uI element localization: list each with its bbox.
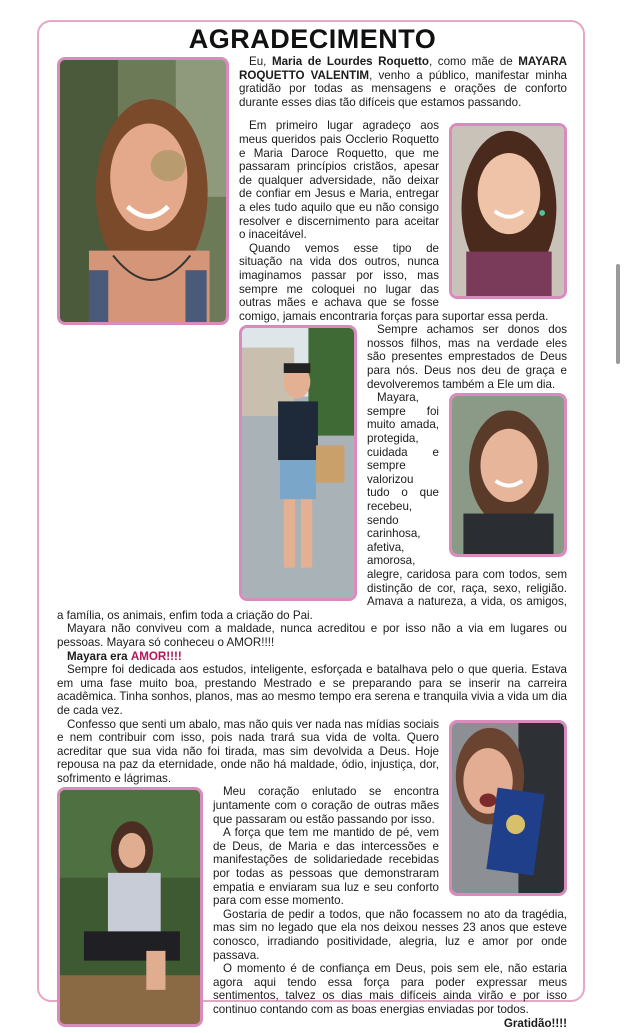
article-title: AGRADECIMENTO	[188, 24, 437, 54]
paragraph-studies: Sempre foi dedicada aos estudos, inteligente, esforçada e batalhava pelo o que queria. Estava em uma fase muito boa, prestando Mestrado e se preparando para se inserir na carreira acadêmica. Tinha sonhos, planos, mas ao mesmo tempo era serena e tranquila vivia a vida um dia de cada vez.	[57, 663, 567, 717]
daughter-name: MAYARA ROQUETTO VALENTIM	[239, 55, 567, 82]
paragraph-loved: Mayara, sempre foi muito amada, protegida, cuidada e sempre valorizou tudo o que recebeu, sendo carinhosa, afetiva, amorosa, alegre, caridosa para com todos, sem distinção de cor, raça, sexo, religião. Amava a natureza, a vida, os amigos, a família, os animais, enfim toda a criação do Pai.	[57, 391, 567, 622]
signature: Gratidão!!!!	[503, 1016, 567, 1030]
paragraph-parents: Em primeiro lugar agradeço aos meus queridos pais Occlerio Roquetto e Maria Daroce Roquetto, que me passaram princípios cristãos, apesar de qualquer adversidade, não deixar de confiar em Jesus e Maria, entregar a eles tudo aquilo que eu não consigo resolver e discernimento para aceitar o inaceitável.	[239, 119, 439, 242]
paragraph-heart: Meu coração enlutado se encontra juntamente com o coração de outras mães que passaram ou estão passando por isso.	[213, 785, 439, 826]
paragraph-situation: Quando vemos esse tipo de situação na vida dos outros, nunca imaginamos passar por isso, mas sempre me coloquei no lugar das outras mães e achava que se fosse comigo, jamais encontraria forças para suportar essa perda.	[239, 241, 549, 323]
paragraph-trust: O momento é de confiança em Deus, pois sem ele, não estaria agora aqui tendo essa força para poder expressar meus sentimentos, talvez os dias mais difíceis ainda virão e por isso continuo contando com as boas energias enviadas por todos.	[213, 962, 567, 1016]
paragraph-request: Gostaria de pedir a todos, que não focassem no ato da tragédia, mas sim no legado que ela nos deixou nesses 23 anos que esteve conosco, irradiando positividade, alegria, luz e amor por onde passava.	[213, 907, 567, 962]
paragraph-was-love: Mayara era AMOR!!!!	[67, 649, 182, 663]
intro-text-3: , venho a público, manifestar minha gratidão por todas as mensagens e orações de conforto durante esses dias tão difíceis que estamos passando.	[239, 68, 567, 109]
photo-work-card	[449, 720, 567, 896]
article-body	[57, 55, 567, 1033]
photo-smile-close	[449, 123, 567, 299]
paragraph-no-evil: Mayara não conviveu com a maldade, nunca acreditou e por isso não a via em lugares ou pessoas. Mayara só conheceu o AMOR!!!!	[57, 622, 567, 649]
intro-text-2: , como mãe de	[429, 55, 513, 68]
paragraph-shock: Confesso que senti um abalo, mas não quis ver nada nas mídias sociais e nem contribuir com isso, pois nada trará sua vida de volta. Quero acreditar que sua vida não foi tirada, mas sim devolvida a Deus. Hoje repousa na paz da eternidade, onde não há maldade, ódio, injustiça, dor, sofrimento e lágrimas.	[57, 717, 439, 785]
photo-portrait-leaf	[57, 57, 229, 325]
photo-sitting-nature	[57, 787, 203, 1027]
photo-standing-street	[239, 325, 357, 601]
intro-text: Eu,	[249, 55, 267, 68]
paragraph-gift: Sempre achamos ser donos dos nossos filhos, mas na verdade eles são presentes emprestados de Deus para nós. Deus nos deu de graça e devolveremos também a Ele um dia.	[367, 323, 567, 391]
mother-name: Maria de Lourdes Roquetto	[271, 55, 430, 68]
photo-earphones	[449, 393, 567, 557]
paragraph-strength: A força que tem me mantido de pé, vem de Deus, de Maria e das intercessões e manifestações de solidariedade recebidas por todas as pessoas que demonstraram empatia e enviaram sua luz e seu conforto para com esse momento.	[213, 826, 439, 908]
scrollbar[interactable]	[616, 264, 620, 364]
